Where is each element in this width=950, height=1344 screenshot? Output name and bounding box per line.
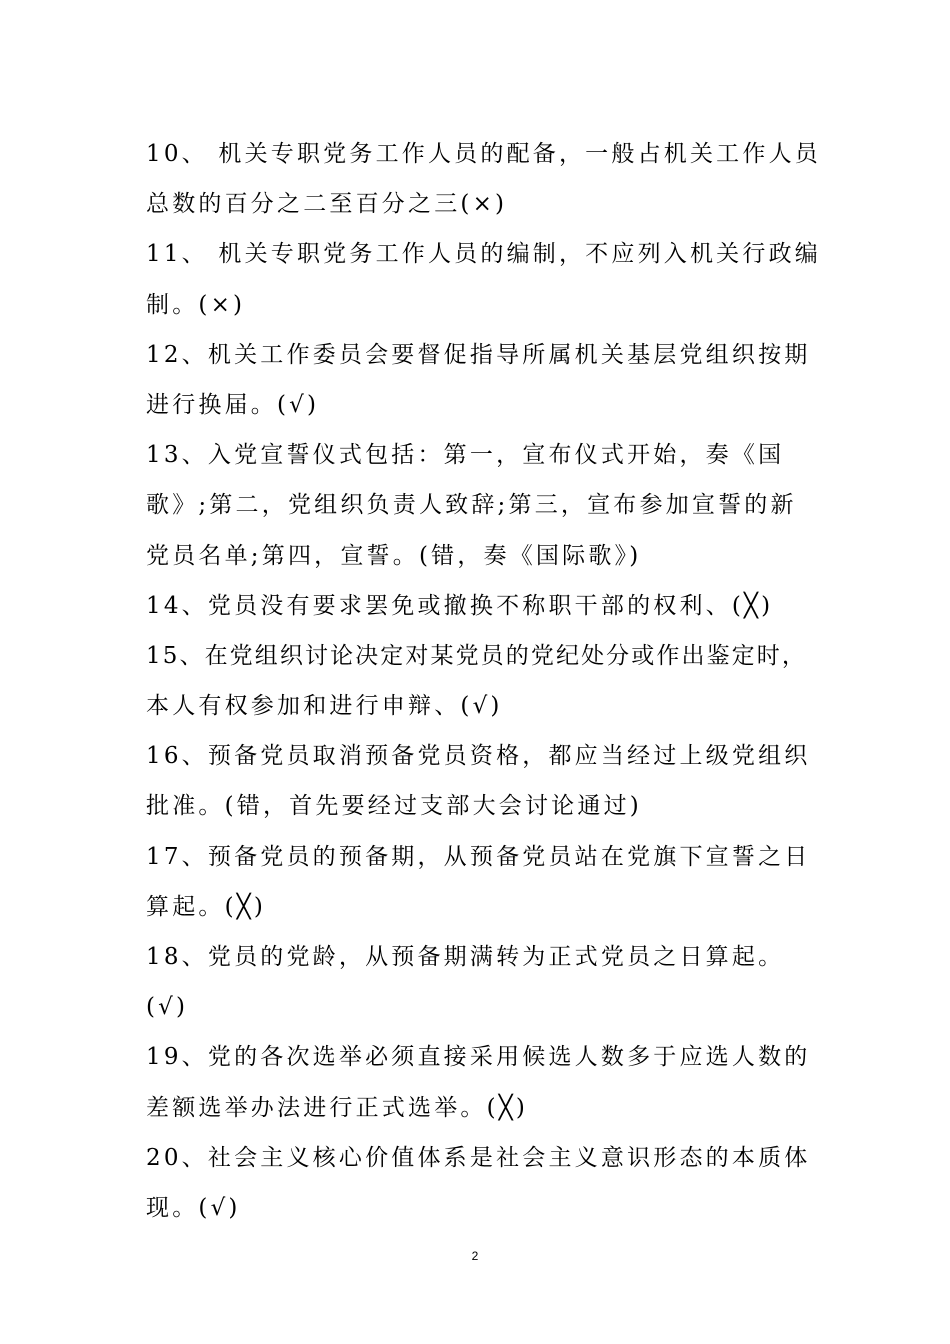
text-line: 18、党员的党龄，从预备期满转为正式党员之日算起。	[146, 944, 785, 970]
text-line: 本人有权参加和进行申辩、(√)	[146, 693, 503, 720]
text-line: 17、预备党员的预备期，从预备党员站在党旗下宣誓之日	[146, 843, 811, 870]
text-line: 11、 机关专职党务工作人员的编制，不应列入机关行政编	[146, 241, 821, 268]
text-line: 19、党的各次选举必须直接采用候选人数多于应选人数的	[146, 1044, 811, 1071]
text-line: 13、入党宣誓仪式包括：第一，宣布仪式开始，奏《国	[146, 442, 785, 469]
text-line: 算起。(╳)	[146, 893, 266, 920]
text-line: 制。(×)	[146, 291, 246, 318]
text-line: 进行换届。(√)	[146, 391, 320, 418]
page-number: 2	[471, 1249, 479, 1263]
text-line: 党员名单;第四，宣誓。(错，奏《国际歌》)	[146, 542, 642, 569]
text-line: 差额选举办法进行正式选举。(╳)	[146, 1094, 528, 1121]
text-line: 歌》;第二，党组织负责人致辞;第三，宣布参加宣誓的新	[146, 492, 797, 519]
document-body	[146, 130, 821, 1234]
text-line: 12、机关工作委员会要督促指导所属机关基层党组织按期	[146, 341, 811, 368]
text-line: 现。(√)	[146, 1194, 241, 1221]
text-line: 15、在党组织讨论决定对某党员的党纪处分或作出鉴定时，	[146, 642, 807, 669]
text-line: 总数的百分之二至百分之三(×)	[146, 191, 508, 218]
text-line: 批准。(错，首先要经过支部大会讨论通过)	[146, 793, 642, 820]
text-line: (√)	[146, 994, 189, 1021]
text-line: 16、预备党员取消预备党员资格，都应当经过上级党组织	[146, 743, 811, 770]
text-line: 14、党员没有要求罢免或撤换不称职干部的权利、(╳)	[146, 592, 774, 619]
text-line: 10、 机关专职党务工作人员的配备，一般占机关工作人员	[146, 141, 821, 167]
text-line: 20、社会主义核心价值体系是社会主义意识形态的本质体	[146, 1144, 811, 1171]
